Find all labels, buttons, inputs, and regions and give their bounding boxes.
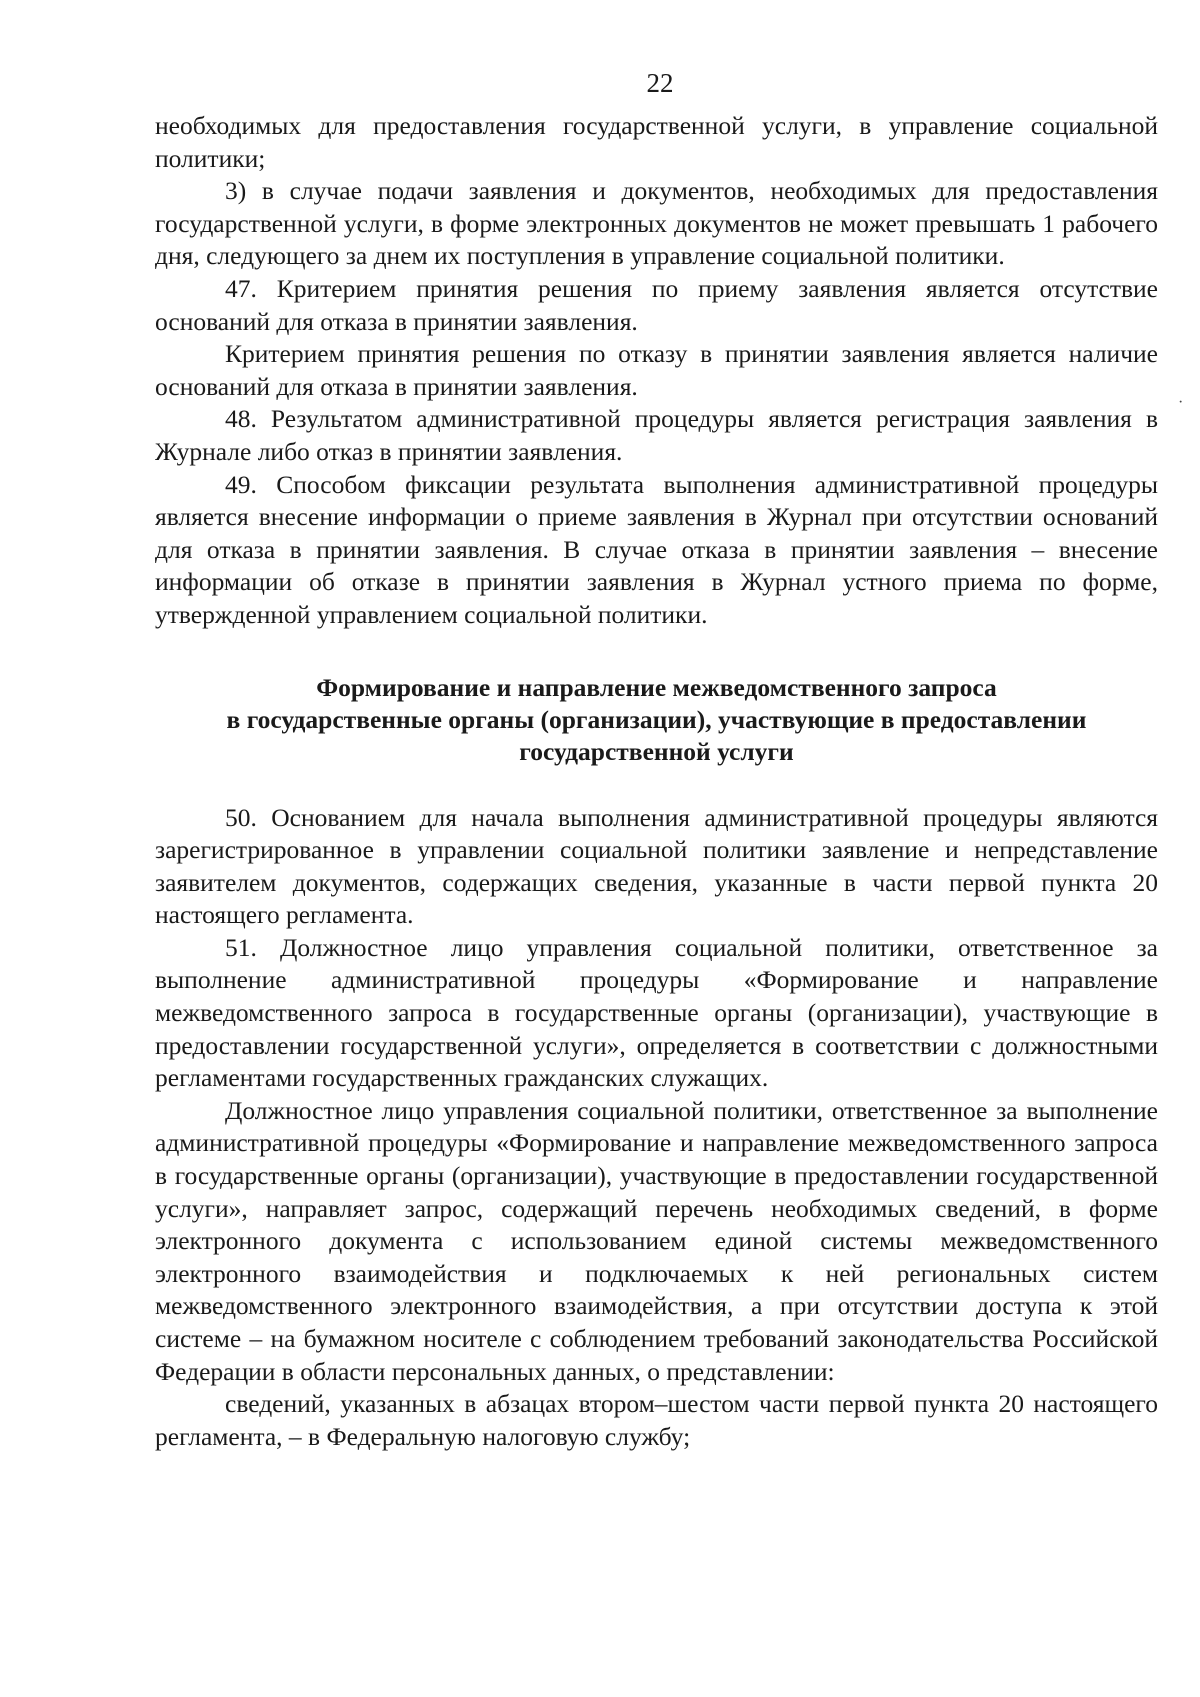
paragraph-49: 49. Способом фиксации результата выполнения административной процедуры является внесение информации о приеме заявления в Журнал при отсутствии оснований для отказа в принятии заявления. В случае отказа в принятии заявления – внесение информации об отказе в принятии заявления в Журнал устного приема по форме, утвержденной управлением социальной политики. <box>155 469 1158 629</box>
paragraph-47-refusal-criterion: Критерием принятия решения по отказу в принятии заявления является наличие оснований для отказа в принятии заявления. <box>155 339 1158 401</box>
paragraph-48: 48. Результатом административной процедуры является регистрация заявления в Журнале либо отказ в принятии заявления. <box>155 404 1158 466</box>
paragraph-continuation: необходимых для предоставления государственной услуги, в управление социальной политики; <box>155 111 1158 173</box>
paragraph-item-3: 3) в случае подачи заявления и документов, необходимых для предоставления государственной услуги, в форме электронных документов не может превышать 1 рабочего дня, следующего за днем их поступления в управление социальной политики. <box>155 176 1158 271</box>
section-heading-line-2: в государственные органы (организации), участвующие в предоставлении <box>226 704 1087 734</box>
paragraph-51: 51. Должностное лицо управления социальной политики, ответственное за выполнение административной процедуры «Формирование и направление межведомственного запроса в государственные органы (организации), участвующие в предоставлении государственной услуги», определяется в соответствии с должностными регламентами государственных гражданских служащих. <box>155 932 1158 1093</box>
paragraph-51-request: Должностное лицо управления социальной политики, ответственное за выполнение административной процедуры «Формирование и направление межведомственного запроса в государственные органы (организации), участвующие в предоставлении государственной услуги», направляет запрос, содержащий перечень необходимых сведений, в форме электронного документа с использованием единой системы межведомственного электронного взаимодействия и подключаемых к ней региональных систем межведомственного электронного взаимодействия, а при отсутствии доступа к этой системе – на бумажном носителе с соблюдением требований законодательства Российской Федерации в области персональных данных, о представлении: <box>155 1095 1158 1386</box>
document-body <box>155 110 1158 1453</box>
paragraph-51-fns-item: сведений, указанных в абзацах втором–шестом части первой пункта 20 настоящего регламента, – в Федеральную налоговую службу; <box>155 1389 1158 1451</box>
section-heading <box>155 672 1158 768</box>
paragraph-50: 50. Основанием для начала выполнения административной процедуры являются зарегистрированное в управлении социальной политики заявление и непредставление заявителем документов, содержащих сведения, указанные в части первой пункта 20 настоящего регламента. <box>155 802 1158 930</box>
section-heading-line-3: государственной услуги <box>519 736 794 766</box>
margin-mark: · <box>1178 394 1184 411</box>
page-number: 22 <box>646 68 674 98</box>
paragraph-47: 47. Критерием принятия решения по приему заявления является отсутствие оснований для отказа в принятии заявления. <box>155 273 1158 336</box>
section-heading-line-1: Формирование и направление межведомственного запроса <box>316 672 997 702</box>
